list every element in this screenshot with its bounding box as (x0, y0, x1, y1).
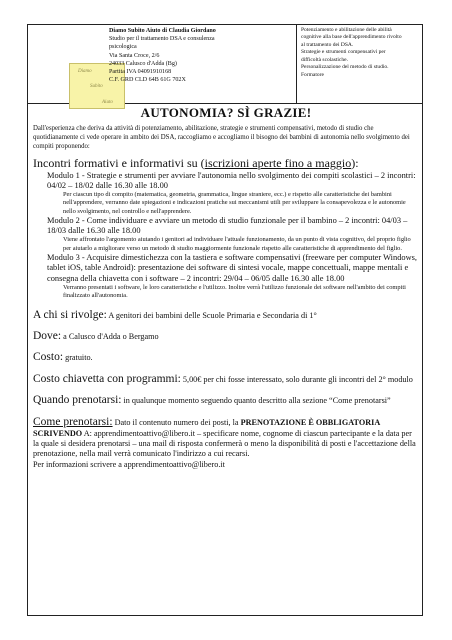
service-line: Strategie e strumenti compensativi per (301, 49, 386, 56)
cost-text: gratuito. (65, 353, 93, 363)
flyer-frame (27, 24, 423, 616)
org-line: 24033 Calusco d'Adda (Bg) (109, 60, 177, 67)
usb-cost-label: Costo chiavetta con programmi: (33, 372, 181, 385)
org-name: Diamo Subito Aiuto di Claudia Giordano (109, 28, 216, 34)
logo-word: Aiuto (102, 100, 113, 105)
service-line: al trattamento dei DSA. (301, 41, 354, 48)
how-bold-text: PRENOTAZIONE È OBBLIGATORIA SCRIVENDO (33, 417, 380, 438)
how-text-details: A: apprendimentoattivo@libero.it – specificare nome, cognome di ciascun partecipante e la data per la quale si desidera prenotarsi – una mail di risposta confermerà o meno la disponibilità di posti e l'accettazione della prenotazione, nella mail verrà comunicato l'indirizzo a cui recarsi. (33, 428, 416, 459)
how-label: Come prenotarsi: (33, 415, 113, 428)
service-line: Potenziamento e abilitazione delle abilità (301, 27, 392, 33)
usb-cost-text: 5,00€ per chi fosse interessato, solo durante gli incontri del 2° modulo (182, 374, 413, 384)
module-description: Verranno presentati i software, le loro caratteristiche e l'utilizzo. Inoltre verrà l'utilizzo funzionale dei software nell'ambito dei compiti finalizzato all'autonomia. (63, 283, 406, 300)
cost-section (33, 350, 419, 364)
audience-text: A genitori dei bambini delle Scuole Primaria e Secondaria di 1° (108, 310, 317, 320)
service-line: Personalizzazione del metodo di studio. (301, 64, 389, 71)
logo-word: Subito (90, 84, 103, 89)
module-title: Modulo 3 - Acquisire dimestichezza con la tastiera e software compensativi (freeware per computer Windows, tablet iOS, table Android): presentazione dei software di sintesi vocale, mappe concettuali, mappe mentali e consegna della chiavetta con i software – 2 incontri: 29/04 – 06/05 dalle 16.30 alle 18.00 (47, 253, 417, 283)
module-title: Modulo 1 - Strategie e strumenti per avviare l'autonomia nello svolgimento dei compiti scolastici – 2 incontri: 04/02 – 18/02 dalle 16.30 alle 18.00 (47, 170, 416, 190)
usb-cost-section (33, 372, 419, 386)
where-section (33, 329, 419, 343)
where-text: a Calusco d'Adda o Bergamo (63, 332, 159, 342)
service-line: cognitive alla base dell'apprendimento rivolto (301, 34, 402, 41)
courses-heading-prefix: Incontri formativi e informativi su ( (33, 155, 205, 170)
where-label: Dove: (33, 330, 62, 343)
when-text: in qualunque momento seguendo quanto descritto alla sezione “Come prenotarsi” (123, 396, 391, 406)
org-line: Studio per il trattamento DSA e consulenza (109, 36, 215, 43)
audience-label: A chi si rivolge: (33, 308, 107, 321)
when-section (33, 393, 419, 407)
audience-section (33, 308, 419, 322)
courses-heading (33, 156, 419, 171)
flyer-body (33, 103, 419, 470)
module-title: Modulo 2 - Come individuare e avviare un metodo di studio funzionale per il bambino – 2 incontri: 04/03 – 18/03 dalle 16.30 alle 18.00 (47, 216, 408, 236)
cost-label: Costo: (33, 351, 64, 364)
services-list (301, 27, 421, 79)
courses-heading-suffix: ): (351, 155, 359, 170)
header-divider (296, 25, 297, 103)
letterhead (28, 25, 422, 104)
service-line: difficoltà scolastiche. (301, 56, 348, 63)
intro-paragraph: Dall'esperienza che deriva da attività di potenziamento, abilitazione, strategie e strumenti compensativi, metodo di studio che quotidianamente ci vede operare in ambito dei DSA, raccogliamo e accogliamo il bisogno dei bambini di autonomia nello svolgimento dei compiti proponendo: (33, 125, 410, 151)
org-info (109, 27, 289, 85)
contact-line: Per informazioni scrivere a apprendimentoattivo@libero.it (33, 459, 225, 469)
service-line: Formatore (301, 71, 324, 78)
org-line: Via Santa Croce, 2/6 (109, 52, 160, 59)
logo-word: Diamo (78, 69, 92, 74)
when-label: Quando prenotarsi: (33, 394, 122, 407)
page-title: AUTONOMIA? SÌ GRAZIE! (140, 105, 312, 120)
org-line: C.F. GRD CLD 64B 61G 702X (109, 77, 186, 84)
how-section (33, 415, 419, 460)
org-line: Partita IVA 04091910168 (109, 69, 172, 76)
how-text: Dato il contenuto numero dei posti, la (114, 417, 239, 427)
org-line: psicologica (109, 44, 137, 51)
courses-heading-underlined: iscrizioni aperte fino a maggio (204, 155, 352, 170)
module-description: Per ciascun tipo di compito (matematica, geometria, grammatica, lingue straniere, ecc.) e rispetto alle caratteristiche dei bambini nell'apprendere, verranno date spiegazioni e indicazioni pratiche sui meccanismi utili per sviluppare la consapevolezza e le autonomie nello svolgimento, nel controllo e nell'apprendere. (63, 190, 406, 215)
module-description: Viene affrontato l'argomento aiutando i genitori ad individuare l'attuale funzionamento, da un punto di vista cognitivo, del proprio figlio per aiutarlo a migliorare verso un metodo di studio maggiormente funzionale rispetto alle caratteristiche di apprendimento del figlio. (63, 236, 411, 252)
